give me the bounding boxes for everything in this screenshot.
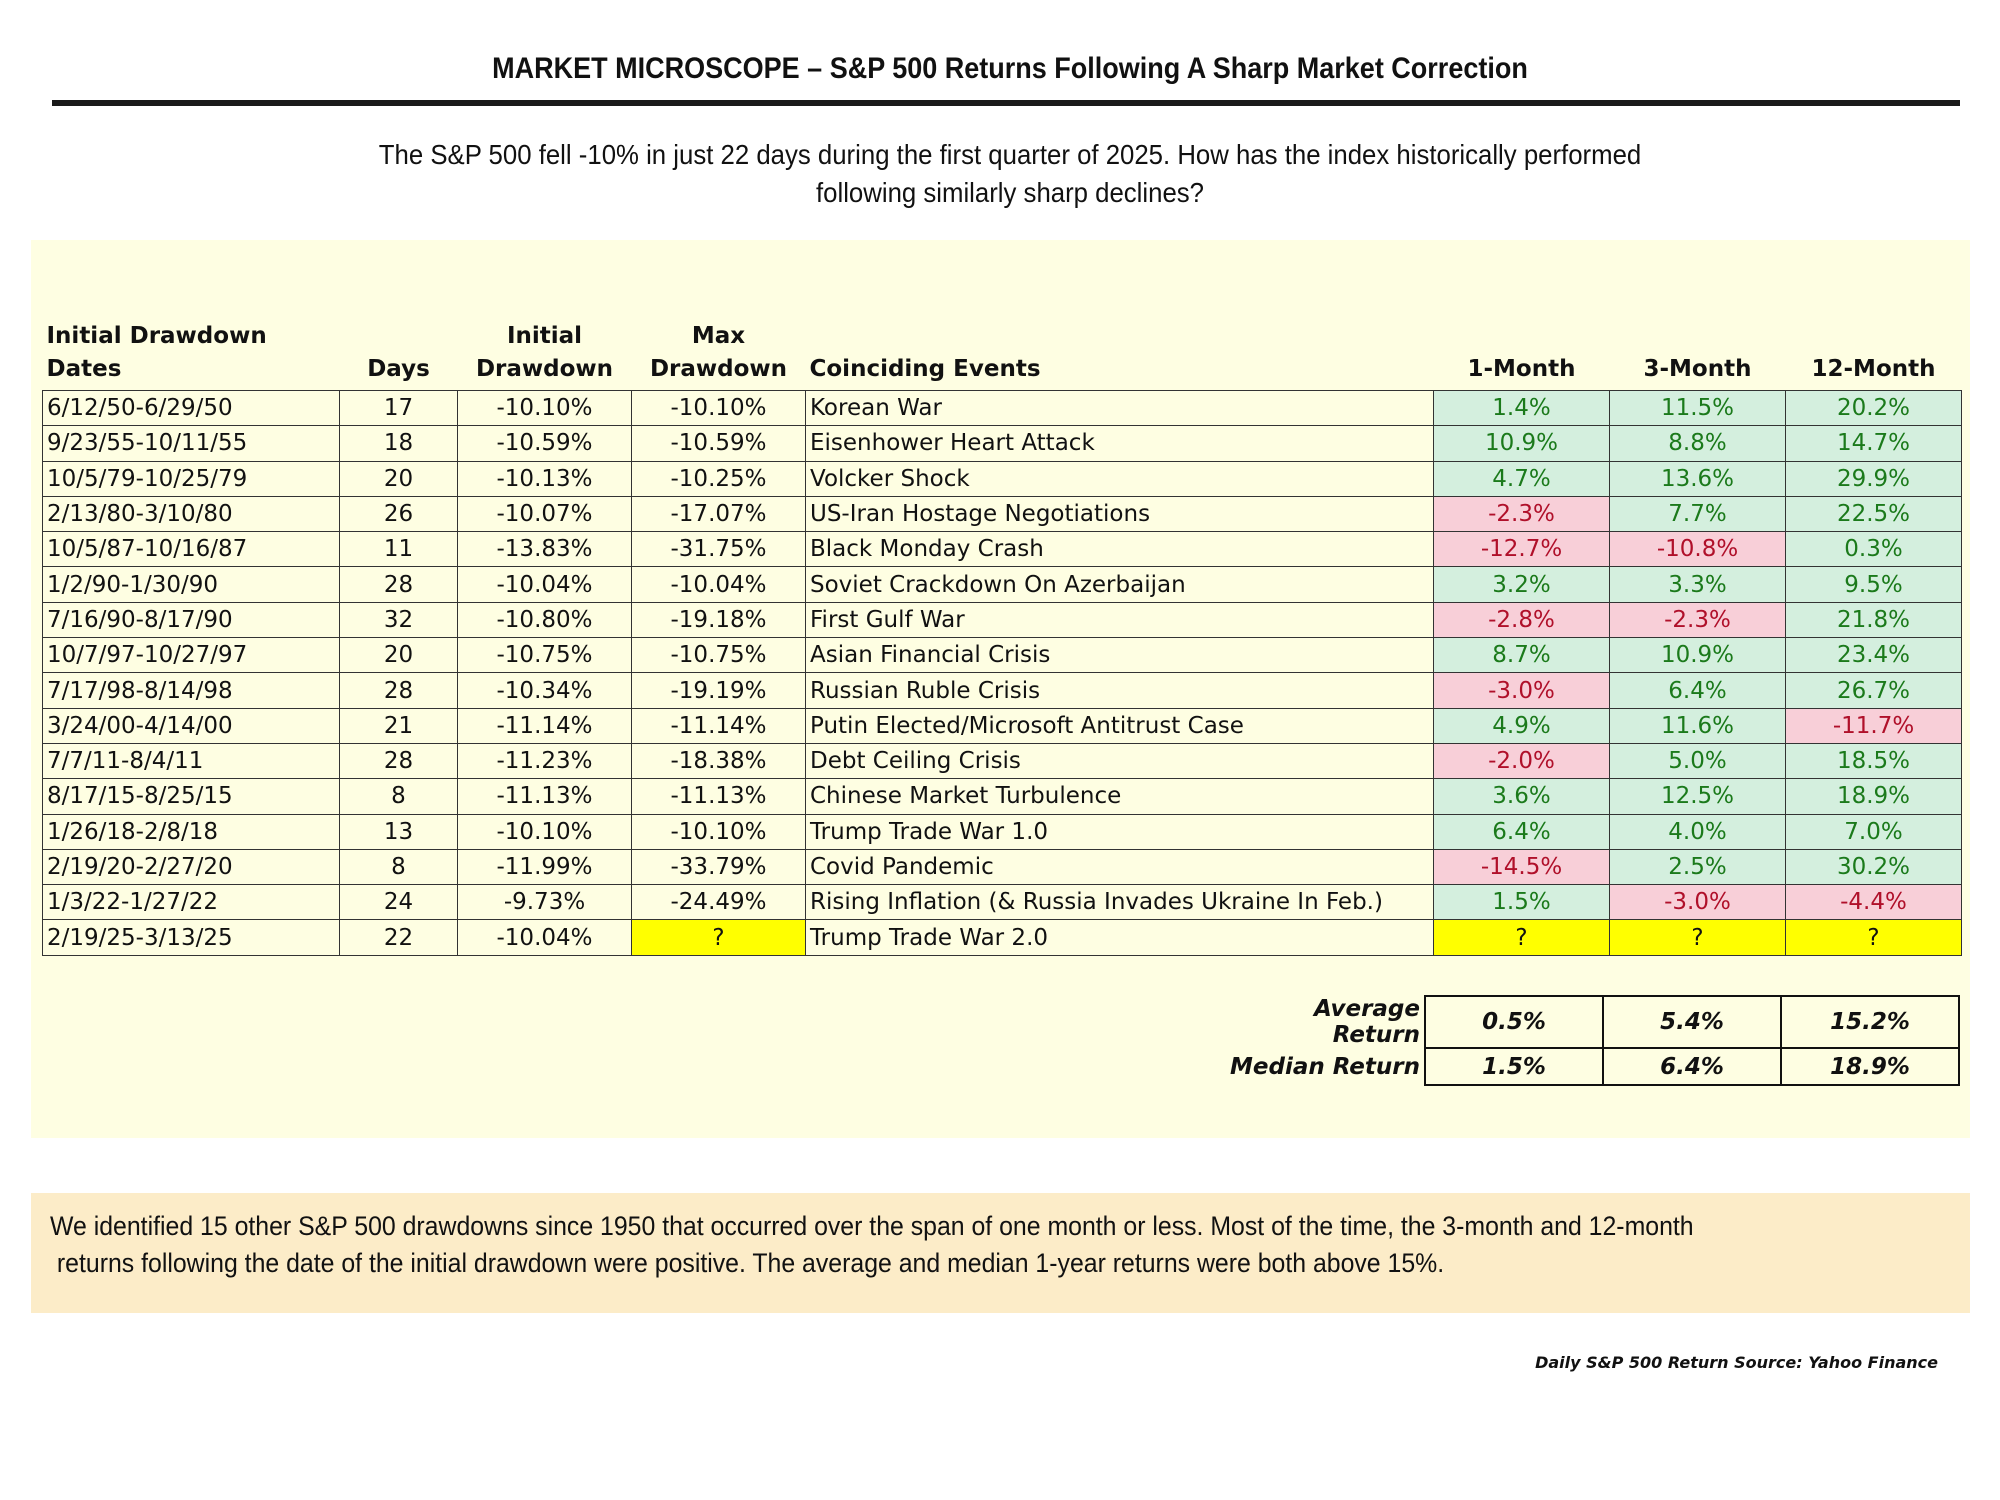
cell-initial-drawdown: -10.34% xyxy=(458,673,632,708)
cell-initial-drawdown: -10.13% xyxy=(458,461,632,496)
cell-12-month: 9.5% xyxy=(1786,567,1962,602)
header-initial-line-1: Initial xyxy=(506,323,583,349)
median-12-month: 18.9% xyxy=(1781,1048,1959,1085)
cell-max-drawdown: -11.13% xyxy=(632,779,806,814)
cell-days: 28 xyxy=(340,673,458,708)
cell-max-drawdown: -10.04% xyxy=(632,567,806,602)
table-row xyxy=(43,532,1962,567)
cell-12-month: 18.5% xyxy=(1786,743,1962,778)
median-label: Median Return xyxy=(1230,1053,1420,1080)
median-row xyxy=(1224,1048,1959,1085)
cell-days: 26 xyxy=(340,496,458,531)
cell-12-month: 21.8% xyxy=(1786,602,1962,637)
cell-days: 22 xyxy=(340,920,458,955)
cell-initial-drawdown: -11.99% xyxy=(458,849,632,884)
cell-days: 24 xyxy=(340,885,458,920)
cell-max-drawdown: -10.10% xyxy=(632,814,806,849)
table-body xyxy=(43,391,1962,956)
cell-max-drawdown: -24.49% xyxy=(632,885,806,920)
table-row xyxy=(43,743,1962,778)
cell-dates: 1/2/90-1/30/90 xyxy=(43,567,340,602)
cell-max-drawdown: ? xyxy=(632,920,806,955)
cell-12-month: 20.2% xyxy=(1786,391,1962,426)
cell-days: 17 xyxy=(340,391,458,426)
cell-1-month: 3.6% xyxy=(1434,779,1610,814)
cell-event: Rising Inflation (& Russia Invades Ukraine In Feb.) xyxy=(806,885,1434,920)
header-12-month: 12-Month xyxy=(1786,320,1962,391)
average-row xyxy=(1224,996,1959,1048)
cell-max-drawdown: -10.10% xyxy=(632,391,806,426)
subtitle-line-1: The S&P 500 fell -10% in just 22 days during the first quarter of 2025. How has the index historically performed xyxy=(378,139,1642,170)
cell-initial-drawdown: -10.80% xyxy=(458,602,632,637)
cell-max-drawdown: -10.59% xyxy=(632,426,806,461)
median-3-month: 6.4% xyxy=(1603,1048,1781,1085)
cell-3-month: 2.5% xyxy=(1610,849,1786,884)
cell-1-month: -3.0% xyxy=(1434,673,1610,708)
average-3-month: 5.4% xyxy=(1603,996,1781,1048)
table-row xyxy=(43,638,1962,673)
page-title: MARKET MICROSCOPE – S&P 500 Returns Following A Sharp Market Correction xyxy=(492,52,1528,85)
cell-3-month: 10.9% xyxy=(1610,638,1786,673)
cell-dates: 8/17/15-8/25/15 xyxy=(43,779,340,814)
cell-max-drawdown: -17.07% xyxy=(632,496,806,531)
table-row xyxy=(43,461,1962,496)
source-note: Daily S&P 500 Return Source: Yahoo Finance xyxy=(1535,1353,1938,1372)
cell-event: US-Iran Hostage Negotiations xyxy=(806,496,1434,531)
cell-3-month: 3.3% xyxy=(1610,567,1786,602)
cell-1-month: -2.3% xyxy=(1434,496,1610,531)
cell-event: Chinese Market Turbulence xyxy=(806,779,1434,814)
cell-12-month: 18.9% xyxy=(1786,779,1962,814)
cell-event: Korean War xyxy=(806,391,1434,426)
cell-max-drawdown: -19.19% xyxy=(632,673,806,708)
cell-12-month: 23.4% xyxy=(1786,638,1962,673)
cell-3-month: -2.3% xyxy=(1610,602,1786,637)
cell-days: 20 xyxy=(340,461,458,496)
cell-dates: 7/16/90-8/17/90 xyxy=(43,602,340,637)
cell-days: 18 xyxy=(340,426,458,461)
cell-12-month: 29.9% xyxy=(1786,461,1962,496)
cell-12-month: 0.3% xyxy=(1786,532,1962,567)
cell-max-drawdown: -33.79% xyxy=(632,849,806,884)
header-days: Days xyxy=(340,320,458,391)
cell-max-drawdown: -10.25% xyxy=(632,461,806,496)
cell-12-month: 22.5% xyxy=(1786,496,1962,531)
cell-1-month: -12.7% xyxy=(1434,532,1610,567)
subtitle-line-2: following similarly sharp declines? xyxy=(815,177,1205,208)
cell-initial-drawdown: -9.73% xyxy=(458,885,632,920)
cell-event: Trump Trade War 2.0 xyxy=(806,920,1434,955)
cell-event: Covid Pandemic xyxy=(806,849,1434,884)
cell-1-month: -2.0% xyxy=(1434,743,1610,778)
table-row xyxy=(43,673,1962,708)
cell-1-month: 1.4% xyxy=(1434,391,1610,426)
cell-1-month: -2.8% xyxy=(1434,602,1610,637)
cell-max-drawdown: -11.14% xyxy=(632,708,806,743)
cell-dates: 7/17/98-8/14/98 xyxy=(43,673,340,708)
cell-3-month: 13.6% xyxy=(1610,461,1786,496)
cell-12-month: ? xyxy=(1786,920,1962,955)
table-row xyxy=(43,602,1962,637)
cell-dates: 10/5/79-10/25/79 xyxy=(43,461,340,496)
cell-3-month: ? xyxy=(1610,920,1786,955)
header-max-line-1: Max xyxy=(691,323,746,349)
cell-event: Soviet Crackdown On Azerbaijan xyxy=(806,567,1434,602)
cell-days: 21 xyxy=(340,708,458,743)
cell-max-drawdown: -10.75% xyxy=(632,638,806,673)
cell-3-month: 11.6% xyxy=(1610,708,1786,743)
cell-max-drawdown: -19.18% xyxy=(632,602,806,637)
cell-initial-drawdown: -11.13% xyxy=(458,779,632,814)
cell-event: Trump Trade War 1.0 xyxy=(806,814,1434,849)
cell-3-month: 11.5% xyxy=(1610,391,1786,426)
cell-3-month: -10.8% xyxy=(1610,532,1786,567)
cell-dates: 2/19/25-3/13/25 xyxy=(43,920,340,955)
cell-3-month: 5.0% xyxy=(1610,743,1786,778)
cell-12-month: 14.7% xyxy=(1786,426,1962,461)
cell-days: 8 xyxy=(340,779,458,814)
drawdown-table xyxy=(42,320,1962,956)
average-1-month: 0.5% xyxy=(1425,996,1603,1048)
cell-dates: 7/7/11-8/4/11 xyxy=(43,743,340,778)
cell-1-month: ? xyxy=(1434,920,1610,955)
table-header-row xyxy=(43,320,1962,391)
summary-note xyxy=(50,1208,1780,1282)
cell-12-month: 26.7% xyxy=(1786,673,1962,708)
cell-event: Black Monday Crash xyxy=(806,532,1434,567)
cell-1-month: 3.2% xyxy=(1434,567,1610,602)
cell-dates: 10/7/97-10/27/97 xyxy=(43,638,340,673)
header-1-month: 1-Month xyxy=(1434,320,1610,391)
cell-days: 11 xyxy=(340,532,458,567)
cell-1-month: 1.5% xyxy=(1434,885,1610,920)
cell-days: 32 xyxy=(340,602,458,637)
table-row xyxy=(43,849,1962,884)
cell-3-month: 8.8% xyxy=(1610,426,1786,461)
cell-initial-drawdown: -10.59% xyxy=(458,426,632,461)
table-row xyxy=(43,814,1962,849)
cell-3-month: -3.0% xyxy=(1610,885,1786,920)
average-label: Average Return xyxy=(1313,996,1420,1048)
cell-days: 13 xyxy=(340,814,458,849)
table-row xyxy=(43,426,1962,461)
cell-initial-drawdown: -10.10% xyxy=(458,391,632,426)
cell-days: 20 xyxy=(340,638,458,673)
average-12-month: 15.2% xyxy=(1781,996,1959,1048)
cell-3-month: 12.5% xyxy=(1610,779,1786,814)
summary-note-line-1: We identified 15 other S&P 500 drawdowns since 1950 that occurred over the span of one month or less. Most of the time, the 3-month and 12-month xyxy=(50,1211,1694,1241)
table-row xyxy=(43,885,1962,920)
cell-initial-drawdown: -10.04% xyxy=(458,920,632,955)
table-row xyxy=(43,496,1962,531)
cell-1-month: 8.7% xyxy=(1434,638,1610,673)
header-max-line-2: Drawdown xyxy=(649,356,788,382)
cell-initial-drawdown: -11.23% xyxy=(458,743,632,778)
cell-1-month: -14.5% xyxy=(1434,849,1610,884)
table-row xyxy=(43,779,1962,814)
cell-event: Asian Financial Crisis xyxy=(806,638,1434,673)
cell-event: Volcker Shock xyxy=(806,461,1434,496)
table-row xyxy=(43,708,1962,743)
cell-dates: 9/23/55-10/11/55 xyxy=(43,426,340,461)
cell-dates: 1/3/22-1/27/22 xyxy=(43,885,340,920)
cell-dates: 6/12/50-6/29/50 xyxy=(43,391,340,426)
table-row xyxy=(43,391,1962,426)
median-1-month: 1.5% xyxy=(1425,1048,1603,1085)
cell-12-month: 30.2% xyxy=(1786,849,1962,884)
cell-12-month: -4.4% xyxy=(1786,885,1962,920)
cell-12-month: 7.0% xyxy=(1786,814,1962,849)
cell-1-month: 6.4% xyxy=(1434,814,1610,849)
cell-event: Russian Ruble Crisis xyxy=(806,673,1434,708)
cell-1-month: 4.7% xyxy=(1434,461,1610,496)
header-3-month: 3-Month xyxy=(1610,320,1786,391)
cell-days: 8 xyxy=(340,849,458,884)
table-row xyxy=(43,567,1962,602)
cell-dates: 1/26/18-2/8/18 xyxy=(43,814,340,849)
title-rule xyxy=(52,100,1960,106)
cell-dates: 2/19/20-2/27/20 xyxy=(43,849,340,884)
subtitle xyxy=(357,136,1663,212)
cell-dates: 3/24/00-4/14/00 xyxy=(43,708,340,743)
cell-initial-drawdown: -10.07% xyxy=(458,496,632,531)
cell-1-month: 4.9% xyxy=(1434,708,1610,743)
cell-1-month: 10.9% xyxy=(1434,426,1610,461)
cell-3-month: 6.4% xyxy=(1610,673,1786,708)
cell-event: Putin Elected/Microsoft Antitrust Case xyxy=(806,708,1434,743)
table-row xyxy=(43,920,1962,955)
cell-12-month: -11.7% xyxy=(1786,708,1962,743)
cell-initial-drawdown: -10.75% xyxy=(458,638,632,673)
header-initial-line-2: Drawdown xyxy=(475,356,614,382)
cell-days: 28 xyxy=(340,567,458,602)
cell-initial-drawdown: -10.04% xyxy=(458,567,632,602)
cell-initial-drawdown: -10.10% xyxy=(458,814,632,849)
cell-max-drawdown: -31.75% xyxy=(632,532,806,567)
cell-3-month: 7.7% xyxy=(1610,496,1786,531)
header-events: Coinciding Events xyxy=(806,320,1434,391)
summary-stats xyxy=(1224,995,1960,1086)
header-initial-drawdown xyxy=(458,320,632,391)
cell-dates: 10/5/87-10/16/87 xyxy=(43,532,340,567)
cell-event: Debt Ceiling Crisis xyxy=(806,743,1434,778)
cell-initial-drawdown: -11.14% xyxy=(458,708,632,743)
cell-3-month: 4.0% xyxy=(1610,814,1786,849)
header-dates: Initial Drawdown Dates xyxy=(43,320,340,391)
cell-event: Eisenhower Heart Attack xyxy=(806,426,1434,461)
cell-dates: 2/13/80-3/10/80 xyxy=(43,496,340,531)
cell-max-drawdown: -18.38% xyxy=(632,743,806,778)
summary-note-line-2: returns following the date of the initial drawdown were positive. The average and median 1-year returns were both above 15%. xyxy=(50,1248,1445,1278)
cell-initial-drawdown: -13.83% xyxy=(458,532,632,567)
header-max-drawdown xyxy=(632,320,806,391)
cell-event: First Gulf War xyxy=(806,602,1434,637)
cell-days: 28 xyxy=(340,743,458,778)
